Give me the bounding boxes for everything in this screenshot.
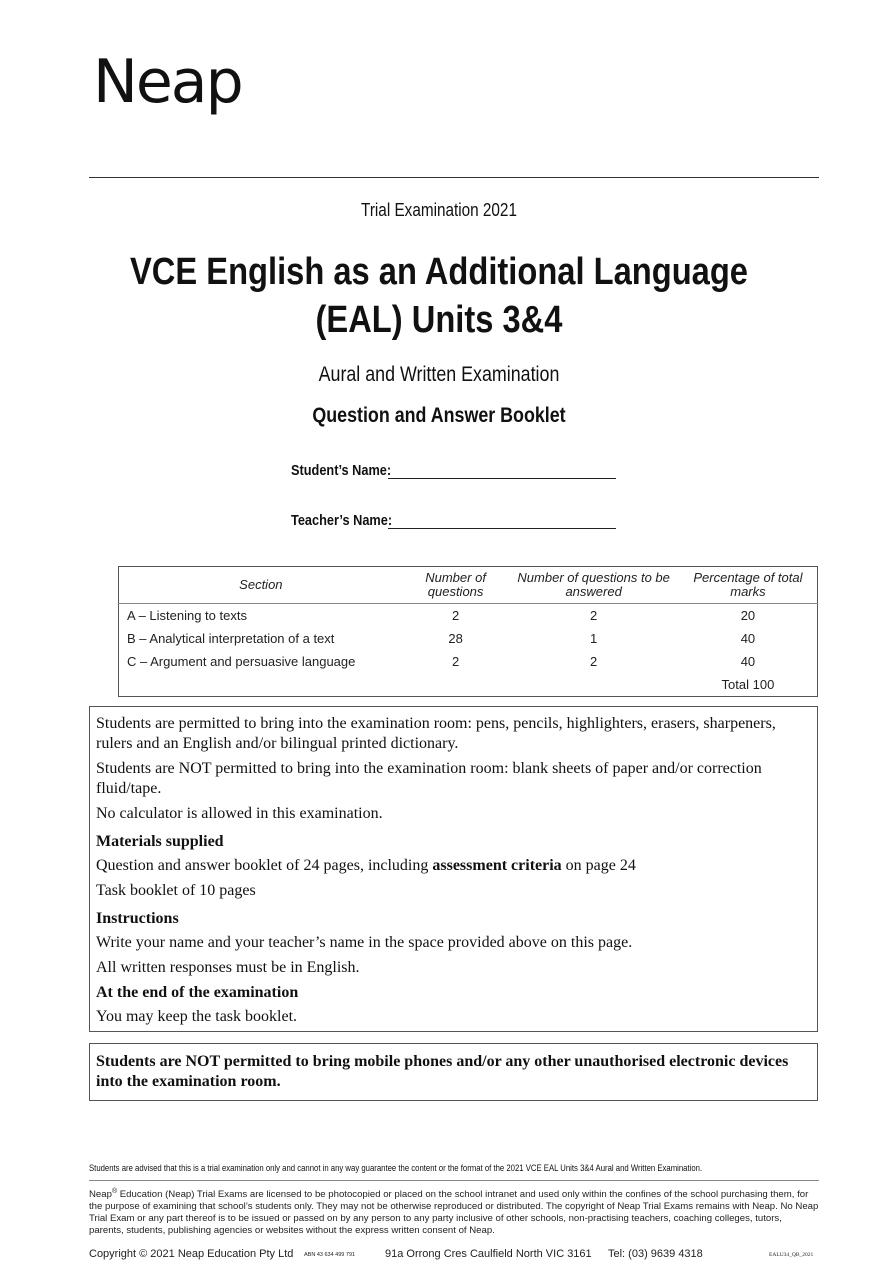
table-row <box>119 604 818 628</box>
student-name-label: Student’s Name: <box>291 462 392 479</box>
end-item-1: You may keep the task booklet. <box>96 1008 298 1025</box>
header-percentage: Percentage of total marks <box>679 567 818 604</box>
row-percentage: 20 <box>740 608 756 623</box>
row-to-answer: 1 <box>590 631 598 646</box>
address: 91a Orrong Cres Caulfield North VIC 3161 <box>385 1248 592 1260</box>
instructions-item-1: Write your name and your teacher’s name in the space provided above on this page. <box>96 934 633 951</box>
exam-rules-box <box>89 706 818 1032</box>
materials-item-1: Question and answer booklet of 24 pages, including assessment criteria on page 24 <box>96 857 636 874</box>
title-line-2: (EAL) Units 3&4 <box>315 299 563 341</box>
not-permitted-items: Students are NOT permitted to bring into the examination room: blank sheets of paper and/or correction fluid/tape. <box>96 760 762 797</box>
page-title <box>61 248 816 344</box>
student-name-input[interactable] <box>388 462 616 479</box>
document-code: EALU34_QB_2021 <box>769 1252 814 1258</box>
teacher-name-input[interactable] <box>388 512 616 529</box>
header-section: Section <box>119 567 403 604</box>
footer-divider <box>89 1180 819 1181</box>
exam-year: Trial Examination 2021 <box>361 200 517 220</box>
calculator-rule: No calculator is allowed in this examination. <box>96 805 383 822</box>
row-to-answer: 2 <box>590 608 598 623</box>
row-percentage: 40 <box>740 654 756 669</box>
end-heading: At the end of the examination <box>96 984 299 1001</box>
instructions-item-2: All written responses must be in English. <box>96 959 360 976</box>
table-row <box>119 627 818 650</box>
header-num-questions: Number of questions <box>403 567 509 604</box>
telephone: Tel: (03) 9639 4318 <box>608 1248 703 1260</box>
row-to-answer: 2 <box>590 654 598 669</box>
permitted-items: Students are permitted to bring into the examination room: pens, pencils, highlighters, erasers, sharpeners, rulers and an English and/or bilingual printed dictionary. <box>96 715 776 752</box>
row-percentage: 40 <box>740 631 756 646</box>
license-notice: Neap® Education (Neap) Trial Exams are licensed to be photocopied or placed on the school intranet and used only within the confines of the school purchasing them, for the purpose of examining that school’s students only. They may not be otherwise reproduced or distributed. The copyright of Neap Trial Exams remains with Neap. No Neap Trial Exam or any part thereof is to be issued or passed on by any person to any party inclusive of other schools, non-practising teachers, coaching colleges, tutors, parents, students, publishing agencies or websites without the express written consent of Neap. <box>89 1188 819 1237</box>
teacher-name-label: Teacher’s Name: <box>291 512 393 529</box>
title-line-1: VCE English as an Additional Language <box>130 251 748 293</box>
copyright: Copyright © 2021 Neap Education Pty Ltd <box>89 1248 294 1260</box>
neap-logo: Neap <box>93 47 242 117</box>
row-num-questions: 28 <box>448 631 463 646</box>
booklet-title: Question and Answer Booklet <box>312 404 566 427</box>
materials-item-2: Task booklet of 10 pages <box>96 882 256 899</box>
table-total-row <box>119 673 818 697</box>
instructions-heading: Instructions <box>96 910 179 927</box>
teacher-name-field[interactable] <box>291 512 616 529</box>
header-to-answer: Number of questions to be answered <box>508 567 678 604</box>
row-section: B – Analytical interpretation of a text <box>127 631 335 646</box>
trial-disclaimer: Students are advised that this is a trial examination only and cannot in any way guarantee the content or the format of the 2021 VCE EAL Units 3&4 Aural and Written Examination. <box>89 1163 703 1173</box>
row-section: A – Listening to texts <box>127 608 247 623</box>
table-row <box>119 650 818 673</box>
abn: ABN 43 634 499 791 <box>304 1252 356 1258</box>
row-num-questions: 2 <box>451 608 460 623</box>
mobile-phone-warning: Students are NOT permitted to bring mobile phones and/or any other unauthorised electronic devices into the examination room. <box>89 1043 818 1101</box>
materials-heading: Materials supplied <box>96 833 224 850</box>
row-section: C – Argument and persuasive language <box>127 654 356 669</box>
table-header-row <box>119 567 818 604</box>
student-name-field[interactable] <box>291 462 616 479</box>
exam-subtitle: Aural and Written Examination <box>318 363 560 386</box>
total-marks: Total 100 <box>721 677 775 692</box>
sections-table <box>118 566 818 697</box>
header-divider <box>89 177 819 178</box>
row-num-questions: 2 <box>451 654 460 669</box>
